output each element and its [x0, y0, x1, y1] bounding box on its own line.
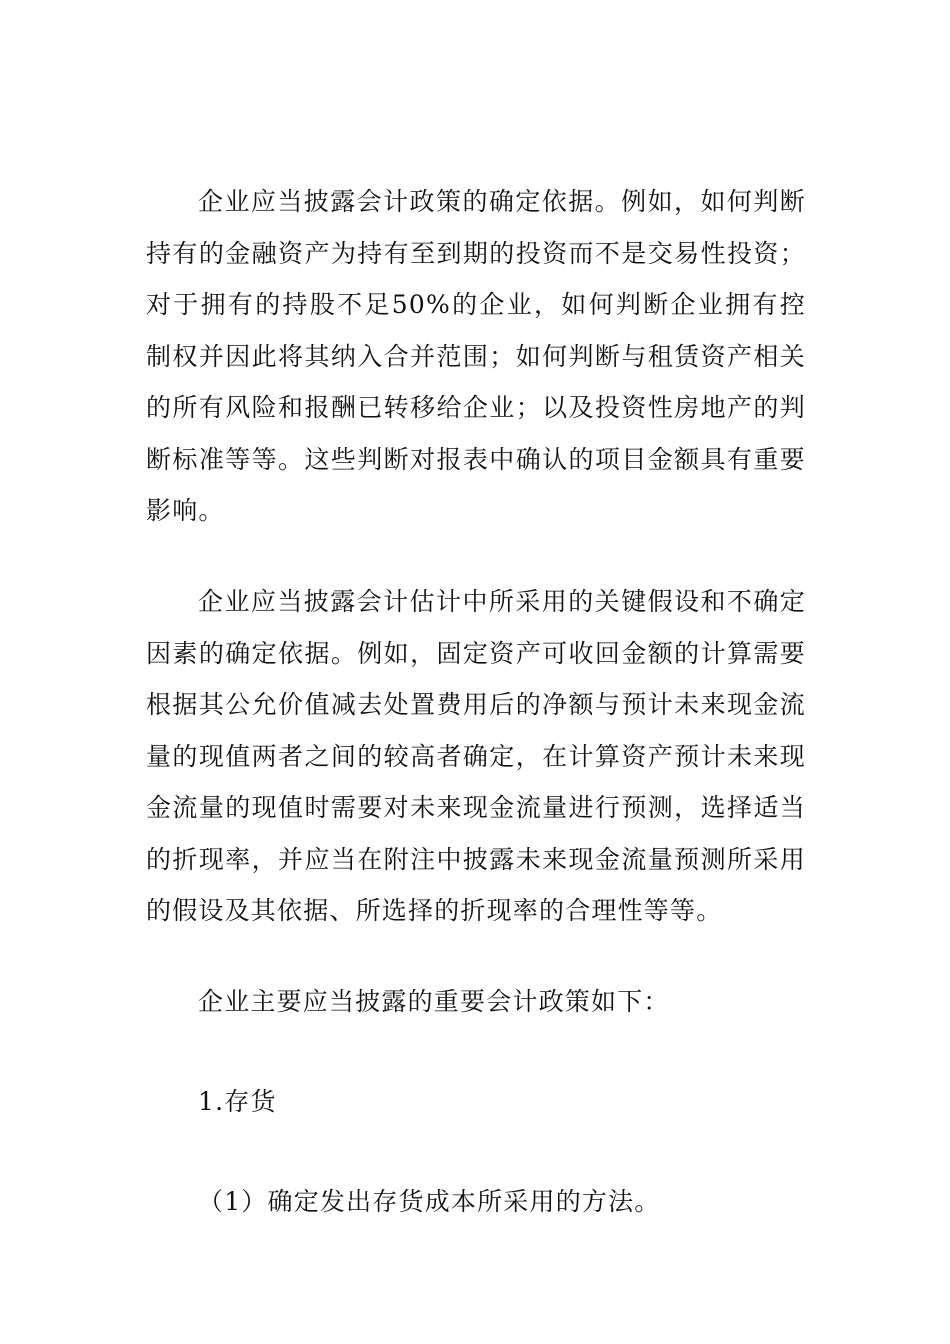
paragraph-policy-list-intro: 企业主要应当披露的重要会计政策如下：	[198, 987, 670, 1016]
list-item-inventory-cost-method: （1）确定发出存货成本所采用的方法。	[198, 1187, 661, 1216]
section-heading-inventory: 1.存货	[198, 1087, 277, 1116]
paragraph-accounting-estimate-assumptions: 企业应当披露会计估计中所采用的关键假设和不确定因素的确定依据。例如，固定资产可收回金额的计算需要根据其公允价值减去处置费用后的净额与预计未来现金流量的现值两者之间的较高者确定，在计算资产预计未来现金流量的现值时需要对未来现金流量进行预测，选择适当的折现率，并应当在附注中披露未来现金流量预测所采用的假设及其依据、所选择的折现率的合理性等等。	[146, 587, 806, 925]
paragraph-accounting-policy-basis: 企业应当披露会计政策的确定依据。例如，如何判断持有的金融资产为持有至到期的投资而不是交易性投资；对于拥有的持股不足50%的企业，如何判断企业拥有控制权并因此将其纳入合并范围；如何判断与租赁资产相关的所有风险和报酬已转移给企业；以及投资性房地产的判断标准等等。这些判断对报表中确认的项目金额具有重要影响。	[146, 187, 806, 525]
